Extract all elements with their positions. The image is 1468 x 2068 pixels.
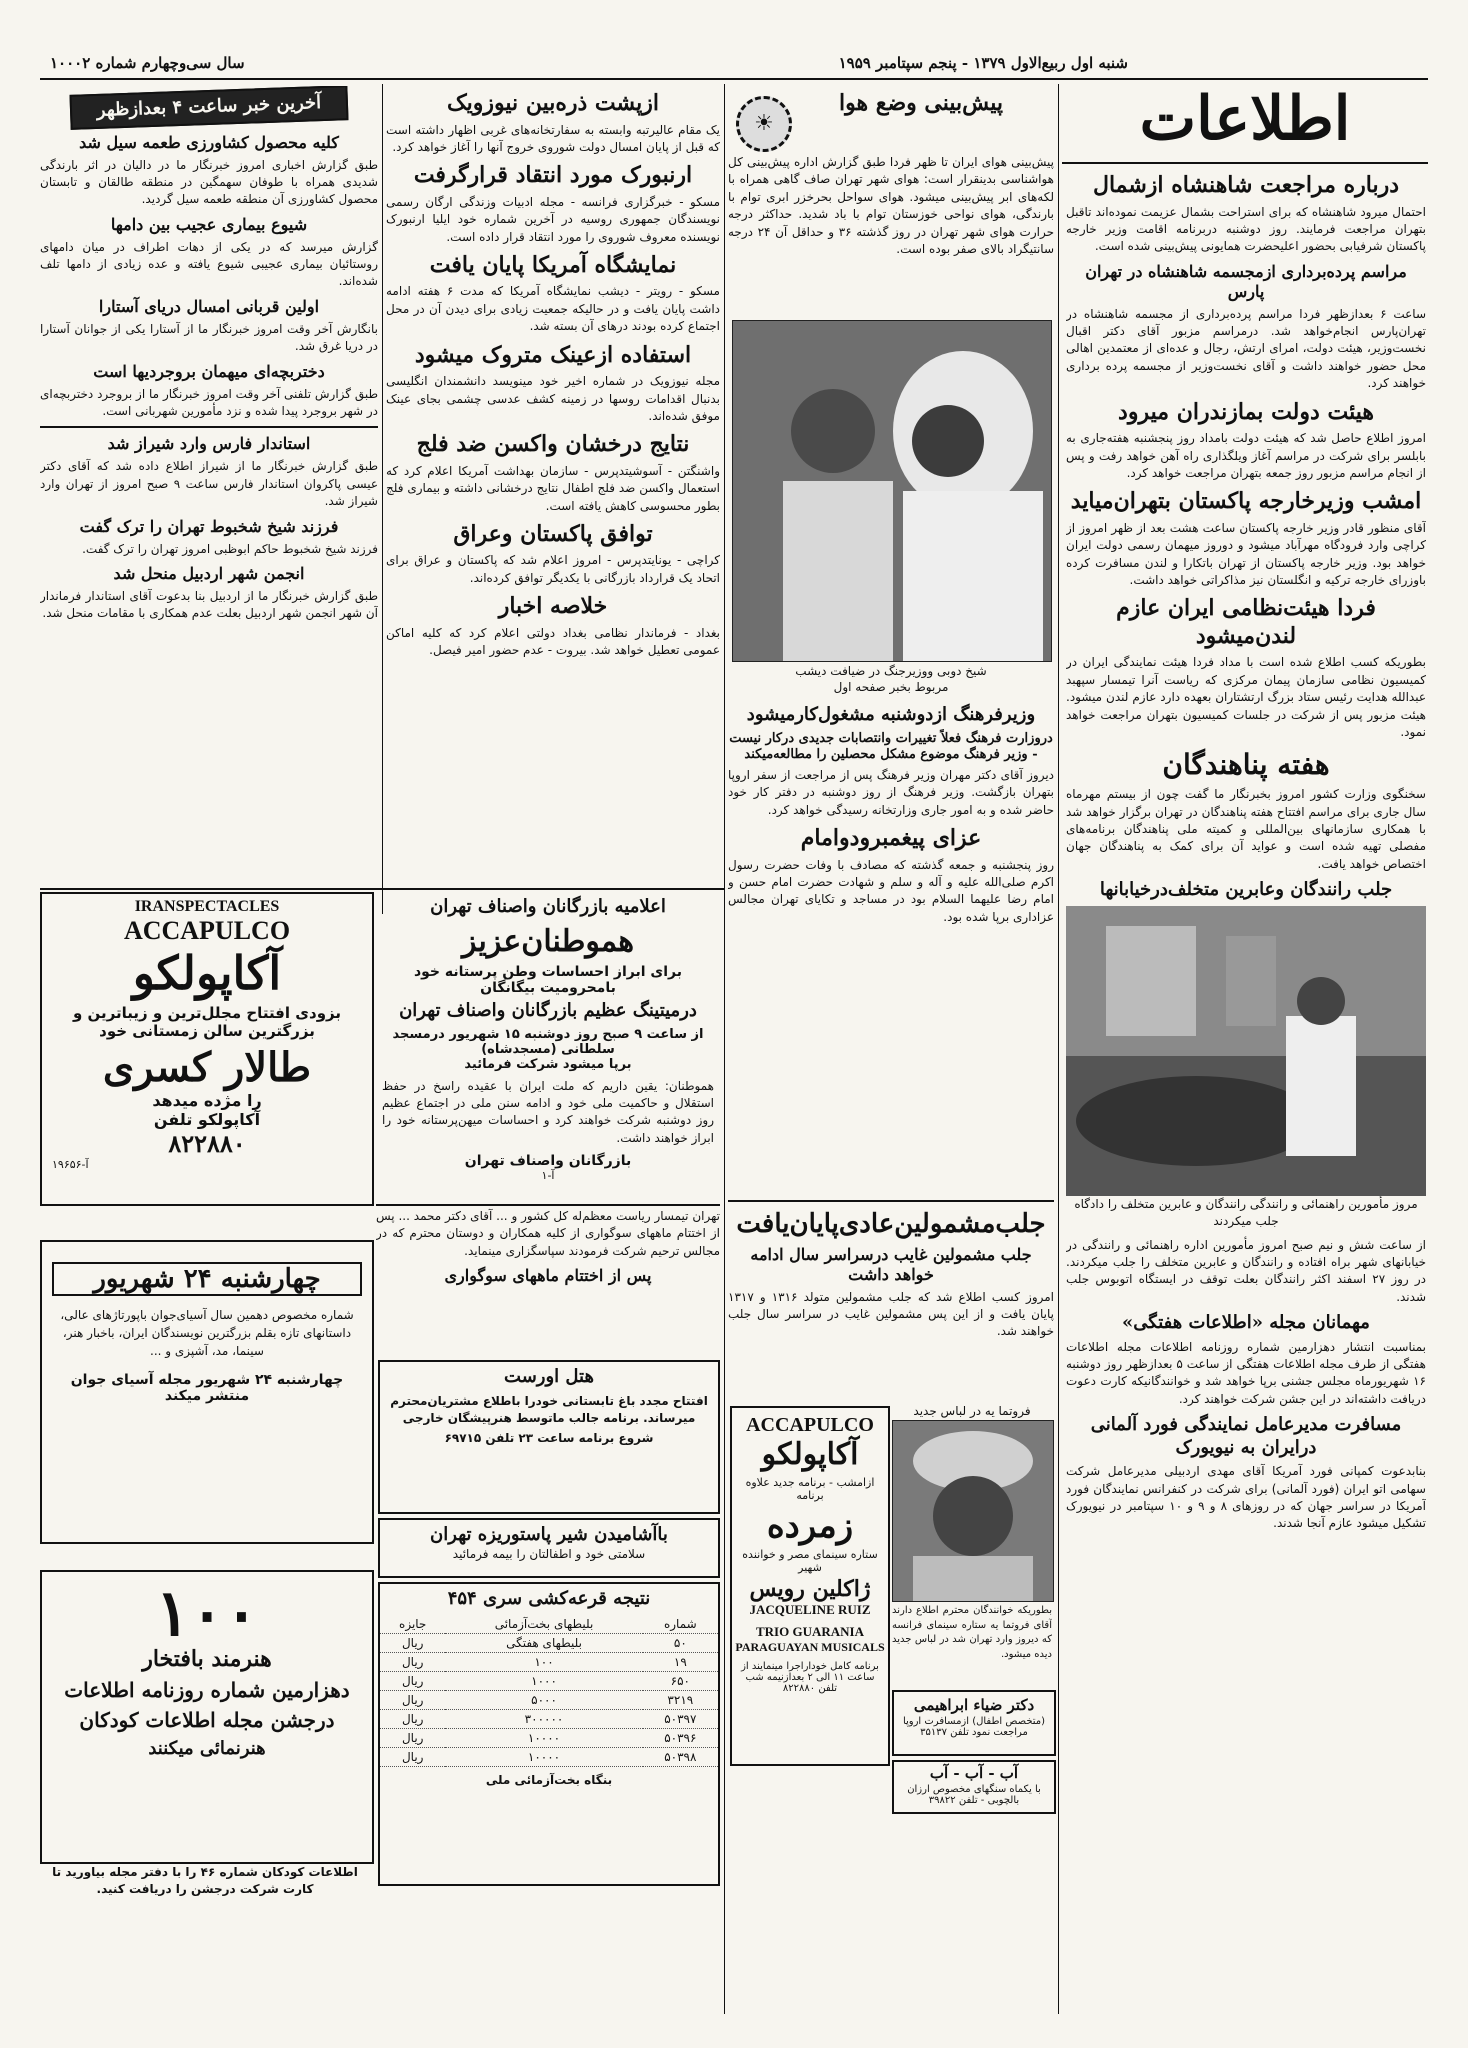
article-text: امروز اطلاع حاصل شد که هیئت دولت بامداد روز پنجشنبه هفته‌جاری به بابلسر برای شرکت در مراسم آغاز ویلگذاری راه آهن خواهد رفت و پس از انجام مراسم مزبور روز جمعه بتهران مراجعت خواهد کرد. (1066, 431, 1426, 480)
ad-text: شماره مخصوص دهمین سال آسیای‌جوان باپورتاژهای عالی، داستانهای تازه بقلم بزرگترین نویسندگان ایران، باخبار هنر، سینما، مد، آشپزی و ... (60, 1308, 354, 1358)
article-text: بطوریکه خوانندگان محترم اطلاع دارند آقای فروتما یه ستاره سینمای فرانسه که دیروز وارد تهران شد در لباس جدید دیده میشود. (892, 1605, 1052, 1660)
ad-star-sub: ستاره سینمای مصر و خواننده شهیر (742, 1548, 878, 1574)
photo-caption: فروتما یه در لباس جدید (913, 1404, 1031, 1418)
table-row (380, 1633, 718, 1652)
ad-program: ازامشب - برنامه جدید علاوه برنامه (745, 1476, 875, 1502)
ad-brand-latin: ACCAPULCO (746, 1414, 874, 1436)
announcement-subtitle: هموطنان‌عزیز (461, 923, 635, 959)
column-rule (724, 84, 725, 2014)
article-text: طبق گزارش تلفنی آخر وقت امروز خبرنگار ما از بروجرد دختربچه‌ای در شهر بروجرد پیدا شده و نزد مأمورین شهربانی است. (40, 386, 378, 419)
traffic-photo-frame (1066, 906, 1426, 1196)
water-details: با یکماه سنگهای مخصوص ارزان بالچوبی - تلفن ۳۹۸۲۲ (907, 1784, 1041, 1806)
article-text: فرزند شیخ شخبوط حاکم ابوظبی امروز تهران را ترک گفت. (82, 541, 378, 556)
lottery-cell: ۱۰۰ (445, 1652, 642, 1671)
ad-trio-sub: PARAGUAYAN MUSICALS (735, 1640, 885, 1654)
article-text: کراچی - یونایتدپرس - امروز اعلام شد که پاکستان و عراق برای اتحاد یک قرارداد بازرگانی با یکدیگر توافق کرده‌اند. (386, 553, 720, 585)
article-text: طبق گزارش خبرنگار ما از اردبیل بنا بدعوت آقای استاندار فرماندار آن شهر انجمن شهر اردبیل بعلت عدم همکاری با مقامات منحل شد. (40, 588, 378, 621)
date-line (40, 48, 1428, 80)
lottery-cell: ۳۰۰۰۰۰ (445, 1709, 642, 1728)
hotel-text: افتتاح مجدد باغ تابستانی خودرا باطلاع مشتریان‌محترم میرساند. برنامه جالب ماتوسط هنرپیشگان خارجی (390, 1393, 708, 1425)
headline: ازپشت ذره‌بین نیوزویک (446, 90, 660, 116)
ad-footer: اطلاعات کودکان شماره ۴۶ را با دفتر مجله بیاورید تا کارت شرکت درجشن را دریافت کنید. (52, 1865, 358, 1897)
announcement-line: برپا میشود شرکت فرمائید (464, 1056, 632, 1072)
publication-date: شنبه اول ربیع‌الاول ۱۳۷۹ - پنجم سپتامبر ۱۹۵۹ (838, 54, 1128, 72)
table-row (380, 1747, 718, 1766)
phone-label: آکاپولکو تلفن (153, 1110, 261, 1129)
lottery-cell: ریال (380, 1709, 445, 1728)
lottery-cell: ۵۰۳۹۸ (643, 1747, 718, 1766)
hotel-phone: شروع برنامه ساعت ۲۳ تلفن ۶۹۷۱۵ (444, 1431, 654, 1446)
article-text: بمناسبت انتشار دهزارمین شماره روزنامه اطلاعات مجله اطلاعات هفتگی از طرف مجله اطلاعات هفتگی از ساعت ۵ بعدازظهر روز دوشنبه ۱۶ شهریورماه مجلس جشنی برپا خواهد شد و خوانندگانیکه کارت دعوت دریافت داشته‌اند در این جشن شرکت خواهند کرد. (1066, 1339, 1426, 1406)
milk-sub: سلامتی خود و اطفالتان را بیمه فرمائید (452, 1546, 646, 1561)
table-row (380, 1728, 718, 1747)
article-text: طبق گزارش خبرنگار ما از شیراز اطلاع داده شد که آقای دکتر عیسی پاکروان استاندار فارس ساعت ۹ صبح امروز از تهران وارد شیراز شد. (40, 459, 378, 509)
headline: هیئت دولت بمازندران میرود (1118, 398, 1374, 425)
ad-title: چهارشنبه ۲۴ شهریور (52, 1262, 362, 1296)
article-text: بنابدعوت کمپانی فورد آمریکا آقای مهدی اردبیلی مدیرعامل شرکت سهامی اتو ایران (فورد آلمانی) برای شرکت در کنفرانس نمایندگان فورد آمریکا در سراسر جهان که در روزهای ۸ و ۹ و ۱۰ سپتامبر در نیویورک تشکیل میشود عازم آنجا شدند. (1066, 1464, 1426, 1531)
water-title: آب - آب - آب (929, 1764, 1019, 1782)
hotel-ad (378, 1360, 720, 1514)
headline: مسافرت مدیرعامل نمایندگی فورد آلمانی درایران به نیویورک (1090, 1414, 1402, 1458)
headline: استاندار فارس وارد شیراز شد (107, 434, 311, 454)
table-row (380, 1652, 718, 1671)
article-text: یک مقام عالیرتبه وابسته به سفارتخانه‌های غربی اظهار داشته است که قبل از پایان امسال دولت شوروی خروج آنها را آغاز خواهد کرد. (386, 122, 720, 154)
lottery-cell: ریال (380, 1747, 445, 1766)
mid-right-column-middle (728, 700, 1054, 1220)
headline: توافق پاکستان وعراق (453, 520, 653, 547)
actor-photo-text (892, 1604, 1052, 1684)
photo-caption: مروز مأمورین راهنمائی و رانندگی رانندگان و عابرین متخلف را دادگاه جلب میکردند (1074, 1196, 1418, 1229)
condolence-notice (376, 1208, 720, 1348)
table-row (380, 1709, 718, 1728)
ad-star: زمرده (766, 1506, 854, 1546)
ad-text: بزودی افتتاح مجلل‌ترین و زیباترین و بزرگترین سالن زمستانی خود (73, 1004, 341, 1040)
lottery-header-cell: شماره (643, 1615, 718, 1634)
lottery-cell: ۵۰۳۹۶ (643, 1728, 718, 1747)
article-text: گزارش میرسد که در یکی از دهات اطراف در میان دامهای روستائیان بیماری عجیبی شیوع یافته و عده زیادی از دامها تلف شده‌اند. (40, 239, 378, 289)
lottery-footer: بنگاه بخت‌آزمائی ملی (485, 1772, 613, 1787)
ad-performer-latin: JACQUELINE RUIZ (749, 1602, 871, 1617)
ad-footer: چهارشنبه ۲۴ شهریور مجله آسیای جوان منتشر میکند (70, 1372, 344, 1404)
article-text: مسکو - خبرگزاری فرانسه - مجله ادبیات وزندگی ارگان رسمی نویسندگان جمهوری روسیه در آخرین شماره خود ایلیا ارنبورک نویسنده معروف شوروی را مورد انتقاد قرار داده است. (386, 194, 720, 244)
lottery-cell: ۱۰۰۰ (445, 1671, 642, 1690)
latest-news-banner (69, 86, 348, 129)
weather-header (728, 90, 1054, 154)
ad-performer: ژاکلین رویس (749, 1576, 871, 1602)
lottery-cell: ریال (380, 1633, 445, 1652)
announcement-line: درمیتینگ عظیم بازرگانان واصناف تهران (399, 1000, 697, 1021)
article-text: مجله نیوزویک در شماره اخیر خود مینویسد دانشمندان انگلیسی بدنبال اقدامات روسها در زمینه کشف عدسی چشمی بجای عینک موفق شده‌اند. (386, 374, 720, 423)
headline: شیوع بیماری عجیب بین دامها (110, 214, 308, 234)
headline: ارنبورک مورد انتقاد قرارگرفت (413, 162, 693, 189)
ad-line: دهزارمین شماره روزنامه اطلاعات (64, 1678, 350, 1702)
headline: استفاده ازعینک متروک میشود (414, 341, 692, 368)
table-row (380, 1690, 718, 1709)
announcement-title: اعلامیه بازرگانان واصناف تهران (430, 896, 666, 917)
headline: جلب‌مشمولین‌عادی‌پایان‌یافت (736, 1209, 1046, 1239)
lottery-cell: ۵۰۳۹۷ (643, 1709, 718, 1728)
right-column (1066, 168, 1426, 2068)
article-text: آقای منظور قادر وزیر خارجه پاکستان ساعت هشت بعد از ظهر امروز از کراچی وارد فرودگاه مهرآباد میشود و دوروز میهمان رسمی دولت ایران خواهد بود. وزیر خارجه پاکستان از تهران باتکارا و لندن مسافرت کرده باوزرای خارجه ترکیه و انگلستان نیز مذاکراتی خواهد داشت. (1066, 520, 1426, 587)
sun-icon: ☀ (736, 96, 792, 152)
traffic-photo (1066, 906, 1426, 1196)
headline: کلیه محصول کشاورزی طعمه سیل شد (79, 132, 339, 152)
condolence-footer: پس از اختتام ماههای سوگواری (444, 1266, 652, 1286)
milk-title: باآشامیدن شیر پاستوریزه تهران (430, 1524, 668, 1545)
column-rule (1058, 84, 1059, 2014)
article-text: روز پنجشنبه و جمعه گذشته که مصادف با وفات حضرت رسول اکرم صلی‌الله علیه و آله و سلم و شهادت حضرت امام حسن و امام رضا علیهما السلام بود در مساجد و تکایای تهران مجالس عزاداری برپا شده بود. (728, 857, 1054, 924)
article-text: احتمال میرود شاهنشاه که برای استراحت بشمال عزیمت نموده‌اند تاقبل بتهران مراجعت فرمایند. روز دوشنبه دربرنامه اقامت وزیر خارجه پاکستان شرفیابی بحضور اعلیحضرت همایونی پیش‌بینی شده است. (1066, 204, 1426, 254)
subheadline: جلب مشمولین غایب درسراسر سال ادامه خواهد داشت (750, 1244, 1032, 1284)
headline: اولین قربانی امسال دریای آستارا (98, 296, 320, 316)
ad-number: ۱۰۰ (155, 1576, 259, 1651)
headline: هفته پناهندگان (1162, 748, 1330, 782)
headline: فرزند شیخ شخبوط تهران را ترک گفت (79, 516, 339, 536)
subheadline: دروزارت فرهنگ فعلاً تغییرات وانتصابات جدیدی درکار نیست - وزیر فرهنگ موضوع مشکل محصلین را مطالعه‌میکند (729, 730, 1053, 762)
headline: فردا هیئت‌نظامی ایران عازم لندن‌میشود (1116, 595, 1376, 649)
sheikh-photo (732, 320, 1052, 662)
table-row (380, 1671, 718, 1690)
doctor-name: دکتر ضیاء ابراهیمی (913, 1696, 1035, 1714)
children-magazine-footer (40, 1864, 370, 1914)
headline: پیش‌بینی وضع هوا (839, 90, 1003, 116)
article-text: سخنگوی وزارت کشور امروز بخبرنگار ما گفت چون از بیستم مهرماه سال جاری برای مراسم افتتاح هفته پناهندگان در تهران برگزار خواهد شد با همکاری سازمانهای بین‌المللی و کمیته ملی پناهندگان برنامه‌های مفصلی تهیه شده است و عواید آن برای کمک به پناهندگان جهان اختصاص خواهد یافت. (1066, 787, 1426, 871)
ad-brand: آکاپولکو (761, 1437, 859, 1472)
section-rule (376, 1204, 720, 1206)
lottery-cell: ۱۰۰۰۰ (445, 1728, 642, 1747)
article-text: ساعت ۶ بعدازظهر فردا مراسم پرده‌برداری از مجسمه شاهنشاه در تهران‌پارس انجام‌خواهد شد. درمراسم مزبور آقای دکتر اقبال نخست‌وزیر، هیئت دولت، امرای ارتش، رجال و عده‌ای از معتمدین اهالی محل حضور خواهند داشت و آقای نخست‌وزیر از مجسمه پرده برداری خواهند کرد. (1066, 306, 1426, 391)
lottery-header-row (380, 1615, 718, 1634)
lottery-header-cell: بلیطهای بخت‌آزمائی (445, 1615, 642, 1634)
headline: درباره مراجعت شاهنشاه ازشمال (1092, 172, 1400, 198)
article-text: امروز کسب اطلاع شد که جلب مشمولین متولد ۱۳۱۶ و ۱۳۱۷ پایان یافت و از این پس مشمولین غایب در سراسر سال جلب خواهند شد. (728, 1289, 1054, 1339)
lottery-cell: بلیطهای هفتگی (445, 1633, 642, 1652)
headline: نتایج درخشان واکسن ضد فلج (416, 431, 690, 458)
lottery-cell: ریال (380, 1671, 445, 1690)
lottery-title: نتیجه قرعه‌کشی سری ۴۵۴ (447, 1588, 651, 1609)
article-text: پیش‌بینی هوای ایران تا ظهر فردا طبق گزارش اداره پیش‌بینی کل هواشناسی بدینقرار است: هوای شهر تهران صاف گاهی همراه با لکه‌های ابر پیش‌بینی میشود. هوای سواحل بحرخزر ابری توام با بارندگی، هوای نواحی خوزستان توام با باد شدید. حداکثر درجه حرارت هوای شهر تهران در روز گذشته ۳۶ و حداقل آن ۲۴ درجه سانتیگراد بالای صفر بوده است. (728, 155, 1054, 256)
ad-line: هنرمند بافتخار (142, 1646, 272, 1672)
issue-number: سال سی‌وچهارم شماره ۱۰۰۰۲ (50, 54, 245, 72)
hotel-title: هتل اورست (504, 1366, 594, 1387)
ad-brand-latin-2: ACCAPULCO (123, 916, 291, 945)
lottery-cell: ۱۹ (643, 1652, 718, 1671)
hall-name: طالار کسری (102, 1044, 312, 1091)
masthead: اطلاعات (1139, 84, 1351, 154)
ad-brand: آکاپولکو (132, 946, 282, 1000)
mid-left-column (386, 86, 720, 886)
ad-line: درجشن مجله اطلاعات کودکان (79, 1708, 335, 1732)
headline: مهمانان مجله «اطلاعات هفتگی» (1122, 1312, 1370, 1334)
article-text: طبق گزارش اخباری امروز خبرنگار ما در دالیان در اثر بارندگی شدیدی همراه با طوفان سهمگین در منطقه طالقان و تابستان محصول کشاورزی آن منطقه طعمه سیل گردید. (40, 157, 378, 207)
youth-magazine-ad (40, 1240, 374, 1544)
children-magazine-ad (40, 1570, 374, 1864)
lottery-header-cell: جایزه (380, 1615, 445, 1634)
masthead-rule (1062, 162, 1428, 164)
ad-code: آ-۱۹۶۵۶ (52, 1158, 89, 1171)
article-text: بطوریکه کسب اطلاع شده است با مداد فردا هیئت نمایندگی ایران در کمیسیون نظامی سازمان پیمان مرکزی که ریاست آنرا تیمسار سپهبد عبدالله هدایت رئیس ستاد بزرگ ارتشتاران بعهده دارد عازم لندن میشود. هیئت مزبور پس از شرکت در جلسات کمیسیون بتهران مراجعت خواهد نمود. (1066, 655, 1426, 739)
conscription-article (728, 1204, 1054, 1404)
left-column (40, 86, 378, 886)
announcement-line: از ساعت ۹ صبح روز دوشنبه ۱۵ شهریور درمسجد سلطانی (مسجدشاه) (392, 1026, 704, 1057)
latest-news-label: آخرین خبر ساعت ۴ بعدازظهر (96, 92, 322, 121)
announcement-code: آ-۱ (541, 1169, 555, 1183)
announcement-signature: بازرگانان واصناف تهران (464, 1153, 632, 1170)
lottery-results (378, 1582, 720, 1886)
headline: نمایشگاه آمریکا پایان یافت (429, 251, 677, 278)
lottery-cell: ریال (380, 1728, 445, 1747)
headline: امشب وزیرخارجه پاکستان بتهران‌میاید (1070, 488, 1422, 515)
lottery-cell: ۱۰۰۰۰ (445, 1747, 642, 1766)
lottery-cell: ۶۵۰ (643, 1671, 718, 1690)
subheadline: مراسم پرده‌برداری ازمجسمه شاهنشاه در تهران پارس (1085, 261, 1407, 301)
doctor-ad (892, 1690, 1056, 1756)
accapulco-show-ad (730, 1406, 890, 1766)
column-rule (382, 84, 383, 914)
announcement-line: برای ابراز احساسات وطن پرستانه خود بامحرومیت بیگانگان (413, 964, 683, 996)
article-text: بغداد - فرماندار نظامی بغداد دولتی اعلام کرد که کلیه اماکن عمومی تعطیل خواهد شد. بیروت - عدم حضور امیر فیصل. (386, 625, 720, 658)
lottery-cell: ریال (380, 1690, 445, 1709)
headline: انجمن شهر اردبیل منحل شد (113, 563, 305, 583)
headline: وزیرفرهنگ ازدوشنبه مشغول‌کارمیشود (746, 704, 1036, 725)
doctor-details: (متخصص اطفال) ازمسافرت اروپا مراجعت نمود تلفن ۳۵۱۳۷ (902, 1716, 1046, 1738)
ad-trio: TRIO GUARANIA (756, 1624, 864, 1639)
condolence-text: تهران تیمسار ریاست معظم‌له کل کشور و ... آقای دکتر محمد ... پس از اختتام ماههای سوگواری از کلیه همکاران و دوستان محترم که در مجالس ترحیم شرکت فرمودند سپاسگزاری مینماید. (376, 1209, 720, 1258)
article-text: دیروز آقای دکتر مهران وزیر فرهنگ پس از مراجعت از سفر اروپا بتهران بازگشت. وزیر فرهنگ از روز دوشنبه در دفتر کار خود حاضر شده و به امور جاری وزارتخانه رسیدگی خواهد کرد. (728, 768, 1054, 817)
photo-caption: شیخ دوبی ووزیرجنگ در ضیافت دیشب (795, 664, 987, 678)
lottery-cell: ۳۲۱۹ (643, 1690, 718, 1709)
article-text: واشنگتن - آسوشیتدپرس - سازمان بهداشت آمریکا اعلام کرد که استعمال واکسن ضد فلج اطفال نتایج درخشانی داشته و بیماری فلج بطور محسوسی کاهش یافته است. (386, 463, 720, 513)
section-rule (728, 1200, 1054, 1202)
ad-brand-latin: IRANSPECTACLES (134, 898, 280, 915)
headline: دختربچه‌ای میهمان بروجردیها است (93, 361, 325, 381)
article-text: از ساعت شش و نیم صبح امروز مأمورین اداره راهنمائی و رانندگی در خیابانهای شهر براه افتاده و رانندگان و عابرین متخلف را جلب میکردند. در روز ۲۷ اسفند اکثر رانندگان بعلت توقف در ایستگاه اتوبوس جلب شدند. (1066, 1237, 1426, 1304)
accapulco-hall-ad (40, 892, 374, 1206)
photo-caption-note: مربوط بخبر صفحه اول (833, 680, 949, 694)
ad-line: هنرنمائی میکنند (148, 1738, 266, 1759)
lottery-cell: ۵۰ (643, 1633, 718, 1652)
article-text: بانگارش آخر وقت امروز خبرنگار ما از آستارا یکی از جوانان آستارا در دریا غرق شد. (40, 321, 378, 354)
lottery-cell: ریال (380, 1652, 445, 1671)
section-rule (40, 426, 378, 428)
headline: خلاصه اخبار (498, 593, 608, 620)
section-rule (40, 888, 724, 890)
actor-photo (892, 1420, 1054, 1602)
announcement-body: هموطنان: یقین داریم که ملت ایران با عقیده راسخ در حفظ استقلال و حاکمیت ملی خود و ادامه سنن ملی در اجتماع عظیم روز دوشنبه شرکت خواهند کرد و احساسات میهن‌پرستانه خود را ابراز خواهند داشت. (382, 1078, 714, 1145)
phone-number: ۸۲۲۸۸۰ (168, 1129, 246, 1158)
headline: جلب رانندگان وعابرین متخلف‌درخیابانها (1099, 879, 1393, 901)
merchants-announcement (376, 892, 720, 1202)
ad-note: برنامه کامل خوداراجرا مینمایند از ساعت ۱۱ الی ۲ بعدازنیمه شب تلفن ۸۲۲۸۸۰ (741, 1661, 879, 1694)
lottery-table (380, 1615, 718, 1767)
lottery-cell: ۵۰۰۰ (445, 1690, 642, 1709)
milk-ad (378, 1518, 720, 1578)
headline: عزای پیغمبرودوامام (800, 825, 982, 852)
article-text: مسکو - رویتر - دیشب نمایشگاه آمریکا که مدت ۶ هفته ادامه داشت پایان یافت و در حالیکه جمعیت زیادی برای دیدن آن در محل اجتماع کرده بودند درهای آن بسته شد. (386, 284, 720, 334)
ad-promo: را مژده میدهد (152, 1091, 262, 1110)
water-ad (892, 1760, 1056, 1814)
